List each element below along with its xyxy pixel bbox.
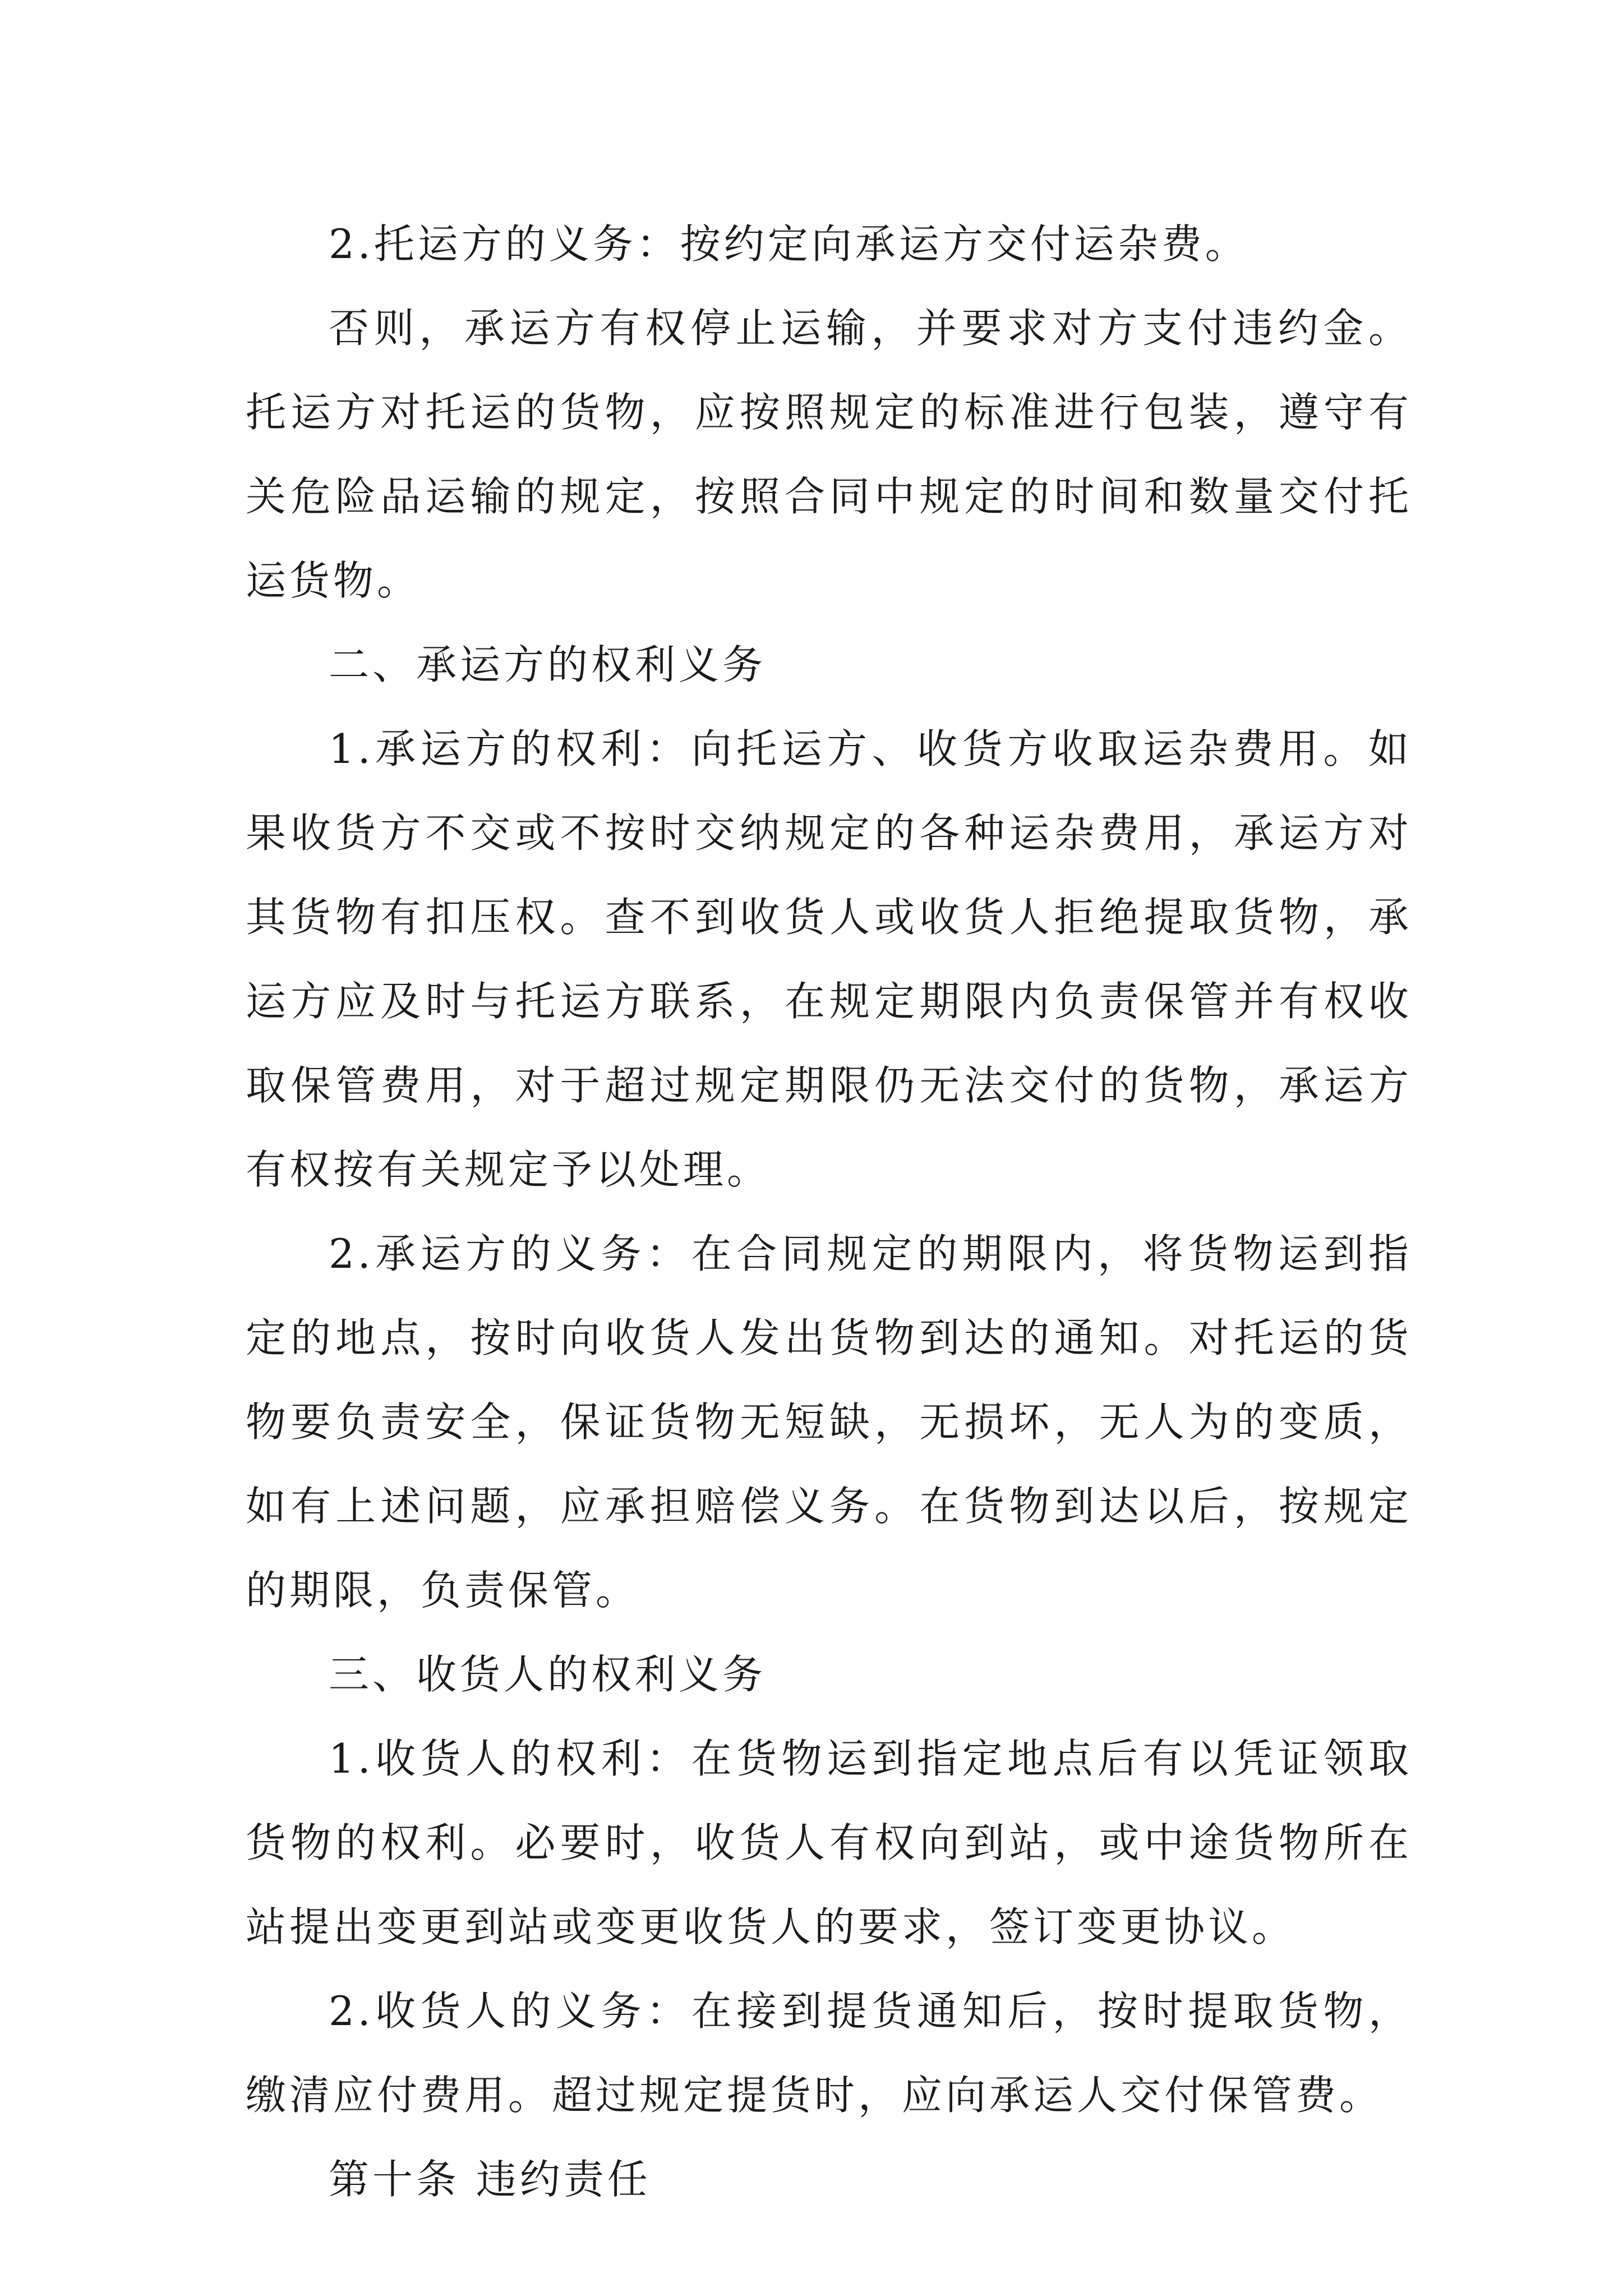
paragraph-consignee-obligations: 2.收货人的义务：在接到提货通知后，按时提取货物，缴清应付费用。超过规定提货时，应向承运人交付保管费。 [246, 1987, 1412, 2119]
paragraph-carrier-obligations: 2.承运方的义务：在合同规定的期限内，将货物运到指定的地点，按时向收货人发出货物到达的通知。对托运的货物要负责安全，保证货物无短缺，无损坏，无人为的变质，如有上述问题，应承担赔偿义务。在货物到达以后，按规定的期限，负责保管。 [246, 1230, 1412, 1614]
section-heading-consignee: 三、收货人的权利义务 [329, 1651, 767, 1698]
section-heading-carrier: 二、承运方的权利义务 [329, 641, 767, 688]
article-heading-liability: 第十条 违约责任 [329, 2156, 651, 2203]
paragraph-carrier-rights: 1.承运方的权利：向托运方、收货方收取运杂费用。如果收货方不交或不按时交纳规定的各种运杂费用，承运方对其货物有扣压权。查不到收货人或收货人拒绝提取货物，承运方应及时与托运方联系，在规定期限内负责保管并有权收取保管费用，对于超过规定期限仍无法交付的货物，承运方有权按有关规定予以处理。 [246, 725, 1412, 1193]
paragraph-shipper-packaging: 否则，承运方有权停止运输，并要求对方支付违约金。托运方对托运的货物，应按照规定的标准进行包装，遵守有关危险品运输的规定，按照合同中规定的时间和数量交付托运货物。 [246, 305, 1412, 604]
paragraph-consignee-rights: 1.收货人的权利：在货物运到指定地点后有以凭证领取货物的权利。必要时，收货人有权向到站，或中途货物所在站提出变更到站或变更收货人的要求，签订变更协议。 [246, 1735, 1412, 1950]
document-body [246, 202, 1412, 2221]
paragraph-shipper-obligation: 2.托运方的义务：按约定向承运方交付运杂费。 [329, 220, 1249, 268]
